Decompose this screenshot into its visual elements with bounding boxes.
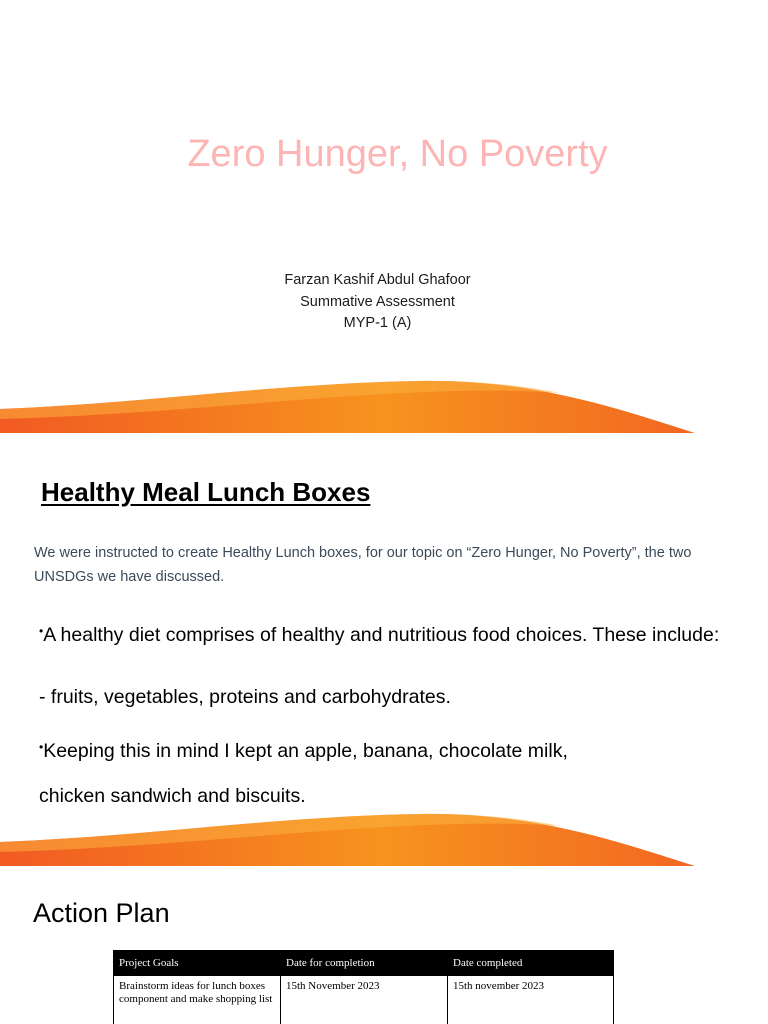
author-info [0, 270, 755, 335]
table-cell-goal: Brainstorm ideas for lunch boxes component and make shopping list [114, 976, 281, 1024]
orange-wave-decoration [0, 373, 768, 433]
slide-heading: Healthy Meal Lunch Boxes [41, 477, 371, 507]
author-name: Farzan Kashif Abdul Ghafoor [284, 272, 471, 288]
table-header-row [114, 951, 614, 976]
assessment-type: Summative Assessment [300, 293, 455, 310]
bullet-icon: • [39, 624, 44, 638]
bullet-lunch-items [39, 735, 568, 764]
slide-heading: Action Plan [33, 898, 170, 928]
column-header-due-date: Date for completion [281, 951, 448, 976]
title-slide [0, 0, 768, 433]
column-header-completed-date: Date completed [448, 951, 614, 976]
table-cell-completed-date: 15th november 2023 [448, 976, 614, 1024]
presentation-title: Zero Hunger, No Poverty [187, 133, 608, 175]
column-header-goals: Project Goals [114, 951, 281, 976]
table-row [114, 976, 614, 1024]
table-cell-due-date: 15th November 2023 [281, 976, 448, 1024]
intro-paragraph: We were instructed to create Healthy Lunch boxes, for our topic on “Zero Hunger, No Poverty”, the two UNSDGs we have discussed. [34, 545, 692, 585]
orange-wave-decoration [0, 806, 768, 866]
bullet-text: Keeping this in mind I kept an apple, banana, chocolate milk, [43, 740, 568, 762]
lunch-box-slide [0, 433, 768, 866]
action-plan-slide [0, 866, 768, 1024]
bullet-healthy-diet [39, 619, 729, 648]
bullet-icon: • [39, 740, 44, 754]
food-groups-line: - fruits, vegetables, proteins and carbohydrates. [39, 686, 451, 708]
bullet-text: A healthy diet comprises of healthy and nutritious food choices. These include: [43, 624, 720, 646]
action-plan-table [113, 950, 614, 1024]
lunch-items-continued: chicken sandwich and biscuits. [39, 785, 306, 807]
class-name: MYP-1 (A) [343, 315, 412, 331]
